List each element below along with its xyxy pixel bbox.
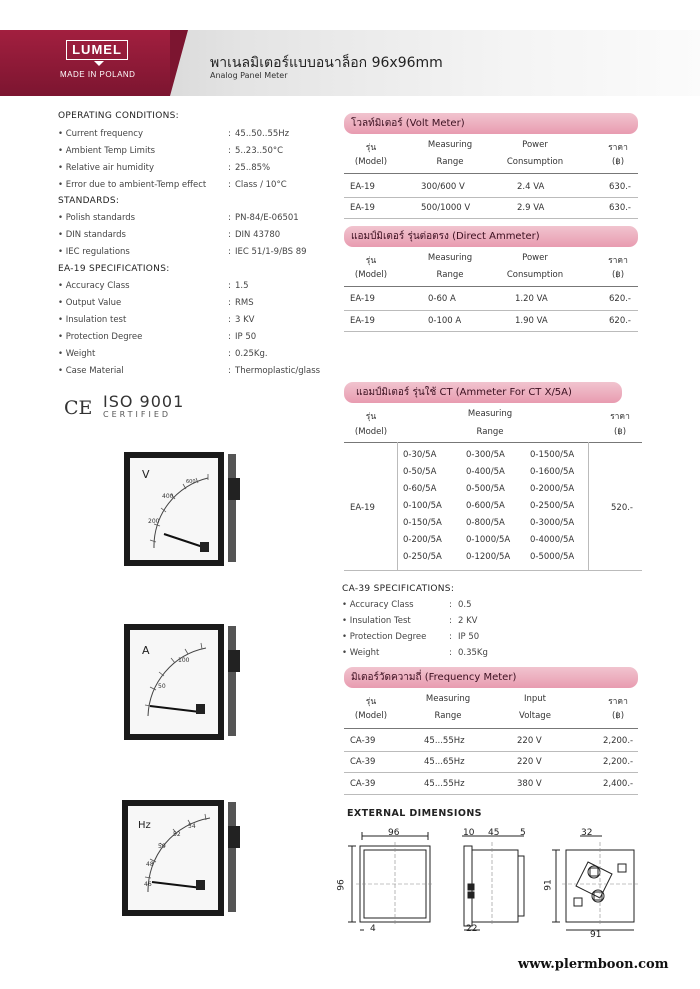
table-cell: 2,200.- bbox=[603, 736, 634, 746]
website-link[interactable]: www.plermboon.com bbox=[518, 957, 669, 972]
scale-label: 48 bbox=[146, 861, 154, 868]
col-header: Range bbox=[434, 711, 462, 721]
dim-label: 45 bbox=[488, 828, 500, 838]
col-header: Measuring bbox=[427, 140, 473, 150]
page-subtitle: Analog Panel Meter bbox=[210, 71, 288, 80]
dim-label: 5 bbox=[520, 828, 526, 838]
scale-label: 400 bbox=[162, 493, 174, 500]
col-header: ราคา bbox=[608, 697, 628, 707]
ct-range-cell: 0-300/5A bbox=[466, 450, 505, 460]
ct-range-cell: 0-5000/5A bbox=[530, 552, 575, 562]
table-cell: 300/600 V bbox=[421, 182, 465, 192]
table-cell: 2,400.- bbox=[603, 779, 634, 789]
table-cell: EA-19 bbox=[350, 203, 375, 213]
iso-certified: CERTIFIED bbox=[103, 410, 172, 419]
ct-range-cell: 0-100/5A bbox=[403, 501, 442, 511]
table-divider bbox=[344, 570, 642, 571]
col-header: Consumption bbox=[506, 157, 564, 167]
meter-unit-volt: V bbox=[142, 468, 150, 481]
direct-ammeter-banner: แอมป์มิเตอร์ รุ่นต่อตรง (Direct Ammeter) bbox=[344, 226, 638, 247]
dim-label: 91 bbox=[543, 879, 554, 891]
scale-label: 50 bbox=[158, 683, 166, 690]
table-divider bbox=[344, 794, 638, 795]
ct-range-cell: 0-600/5A bbox=[466, 501, 505, 511]
table-cell: 1.90 VA bbox=[515, 316, 548, 326]
table-divider bbox=[344, 218, 638, 219]
iso-label: ISO 9001 bbox=[103, 392, 185, 411]
table-cell: CA-39 bbox=[350, 736, 376, 746]
scale-label: 600 bbox=[186, 479, 196, 485]
table-cell: 220 V bbox=[517, 736, 542, 746]
ct-range-cell: 0-3000/5A bbox=[530, 518, 575, 528]
col-header: (฿) bbox=[611, 270, 625, 280]
ce-mark: CE bbox=[64, 397, 93, 419]
table-cell: 45...55Hz bbox=[424, 779, 465, 789]
frequency-meter-image bbox=[118, 796, 244, 922]
ca39-heading: CA-39 SPECIFICATIONS: bbox=[342, 584, 455, 594]
dim-label: 4 bbox=[370, 924, 376, 934]
col-header: รุ่น bbox=[365, 697, 377, 707]
scale-label: 100 bbox=[178, 657, 190, 664]
table-cell: 0-100 A bbox=[428, 316, 462, 326]
logo-triangle-icon bbox=[94, 61, 104, 66]
col-header: (฿) bbox=[611, 157, 625, 167]
col-header: ราคา bbox=[608, 143, 628, 153]
ct-range-cell: 0-2000/5A bbox=[530, 484, 575, 494]
col-header: Input bbox=[523, 694, 546, 704]
ct-range-cell: 0-60/5A bbox=[403, 484, 437, 494]
col-header: (Model) bbox=[354, 427, 388, 437]
col-header: รุ่น bbox=[365, 143, 377, 153]
table-cell: 220 V bbox=[517, 757, 542, 767]
ct-range-cell: 0-1600/5A bbox=[530, 467, 575, 477]
dim-label: 91 bbox=[590, 930, 602, 940]
amp-meter-image bbox=[120, 620, 244, 744]
ct-range-cell: 0-30/5A bbox=[403, 450, 437, 460]
col-header: (฿) bbox=[613, 427, 627, 437]
ct-range-cell: 0-1200/5A bbox=[466, 552, 511, 562]
ct-range-cell: 0-1500/5A bbox=[530, 450, 575, 460]
table-cell: 620.- bbox=[609, 316, 631, 326]
col-header: Range bbox=[436, 270, 464, 280]
col-header: Consumption bbox=[506, 270, 564, 280]
ea19-heading: EA-19 SPECIFICATIONS: bbox=[58, 264, 170, 274]
table-cell: 2.4 VA bbox=[517, 182, 545, 192]
logo-subtitle: MADE IN POLAND bbox=[60, 70, 136, 79]
col-header: (Model) bbox=[354, 270, 388, 280]
table-cell: EA-19 bbox=[350, 503, 375, 513]
table-cell: EA-19 bbox=[350, 182, 375, 192]
table-cell: 1.20 VA bbox=[515, 294, 548, 304]
table-divider bbox=[397, 442, 398, 570]
table-cell: 0-60 A bbox=[428, 294, 456, 304]
table-divider bbox=[344, 442, 642, 443]
table-divider bbox=[344, 772, 638, 773]
col-header: Power bbox=[522, 253, 548, 263]
table-divider bbox=[344, 286, 638, 287]
table-divider bbox=[344, 173, 638, 174]
col-header: Measuring bbox=[467, 409, 513, 419]
dim-label: 96 bbox=[336, 879, 347, 891]
ct-range-cell: 0-250/5A bbox=[403, 552, 442, 562]
meter-unit-amp: A bbox=[142, 644, 150, 657]
col-header: (Model) bbox=[354, 711, 388, 721]
table-divider bbox=[588, 442, 589, 570]
table-cell: 620.- bbox=[609, 294, 631, 304]
volt-meter-image bbox=[120, 448, 244, 570]
col-header: รุ่น bbox=[365, 412, 377, 422]
ct-range-cell: 0-200/5A bbox=[403, 535, 442, 545]
table-divider bbox=[344, 197, 638, 198]
dim-label: 10 bbox=[463, 828, 475, 838]
ct-range-cell: 0-400/5A bbox=[466, 467, 505, 477]
table-cell: 45...55Hz bbox=[424, 736, 465, 746]
ct-range-cell: 0-50/5A bbox=[403, 467, 437, 477]
volt-meter-banner: โวลท์มิเตอร์ (Volt Meter) bbox=[344, 113, 638, 134]
scale-label: 200 bbox=[148, 518, 160, 525]
table-cell: 2.9 VA bbox=[517, 203, 545, 213]
col-header: รุ่น bbox=[365, 256, 377, 266]
col-header: Power bbox=[522, 140, 548, 150]
lumel-logo: LUMEL bbox=[66, 40, 128, 60]
col-header: (Model) bbox=[354, 157, 388, 167]
col-header: Range bbox=[436, 157, 464, 167]
standards-heading: STANDARDS: bbox=[58, 196, 120, 206]
ct-range-cell: 0-150/5A bbox=[403, 518, 442, 528]
table-cell: 630.- bbox=[609, 182, 631, 192]
ct-range-cell: 0-800/5A bbox=[466, 518, 505, 528]
table-cell: CA-39 bbox=[350, 757, 376, 767]
page-title: พาเนลมิเตอร์แบบอนาล็อก 96x96mm bbox=[210, 55, 443, 71]
scale-label: 50 bbox=[158, 843, 166, 850]
meter-unit-hz: Hz bbox=[138, 820, 151, 831]
col-header: ราคา bbox=[610, 412, 630, 422]
table-divider bbox=[344, 310, 638, 311]
ct-range-cell: 0-4000/5A bbox=[530, 535, 575, 545]
dimension-drawing bbox=[340, 826, 650, 942]
table-cell: EA-19 bbox=[350, 294, 375, 304]
ct-range-cell: 0-1000/5A bbox=[466, 535, 511, 545]
col-header: Measuring bbox=[427, 253, 473, 263]
col-header: Measuring bbox=[425, 694, 471, 704]
scale-label: 52 bbox=[173, 831, 181, 838]
ct-range-cell: 0-2500/5A bbox=[530, 501, 575, 511]
col-header: (฿) bbox=[611, 711, 625, 721]
dim-label: 22 bbox=[466, 924, 478, 934]
table-cell: 380 V bbox=[517, 779, 542, 789]
table-cell: 500/1000 V bbox=[421, 203, 471, 213]
table-cell: 630.- bbox=[609, 203, 631, 213]
table-divider bbox=[344, 728, 638, 729]
table-divider bbox=[344, 751, 638, 752]
col-header: Voltage bbox=[519, 711, 551, 721]
dim-label: 32 bbox=[581, 828, 593, 838]
table-cell: 2,200.- bbox=[603, 757, 634, 767]
scale-label: 46 bbox=[144, 881, 152, 888]
table-cell: CA-39 bbox=[350, 779, 376, 789]
dim-label: 96 bbox=[388, 828, 400, 838]
table-cell: 45...65Hz bbox=[424, 757, 465, 767]
frequency-meter-banner: มิเตอร์วัดความถี่ (Frequency Meter) bbox=[344, 667, 638, 688]
col-header: ราคา bbox=[608, 256, 628, 266]
col-header: Range bbox=[476, 427, 504, 437]
operating-heading: OPERATING CONDITIONS: bbox=[58, 111, 179, 121]
table-divider bbox=[344, 331, 638, 332]
ct-ammeter-banner: แอมป์มิเตอร์ รุ่นใช้ CT (Ammeter For CT X/5A) bbox=[344, 382, 622, 403]
table-cell: 520.- bbox=[611, 503, 633, 513]
ct-range-cell: 0-500/5A bbox=[466, 484, 505, 494]
table-cell: EA-19 bbox=[350, 316, 375, 326]
scale-label: 54 bbox=[188, 823, 196, 830]
external-dimensions-title: EXTERNAL DIMENSIONS bbox=[347, 808, 482, 819]
